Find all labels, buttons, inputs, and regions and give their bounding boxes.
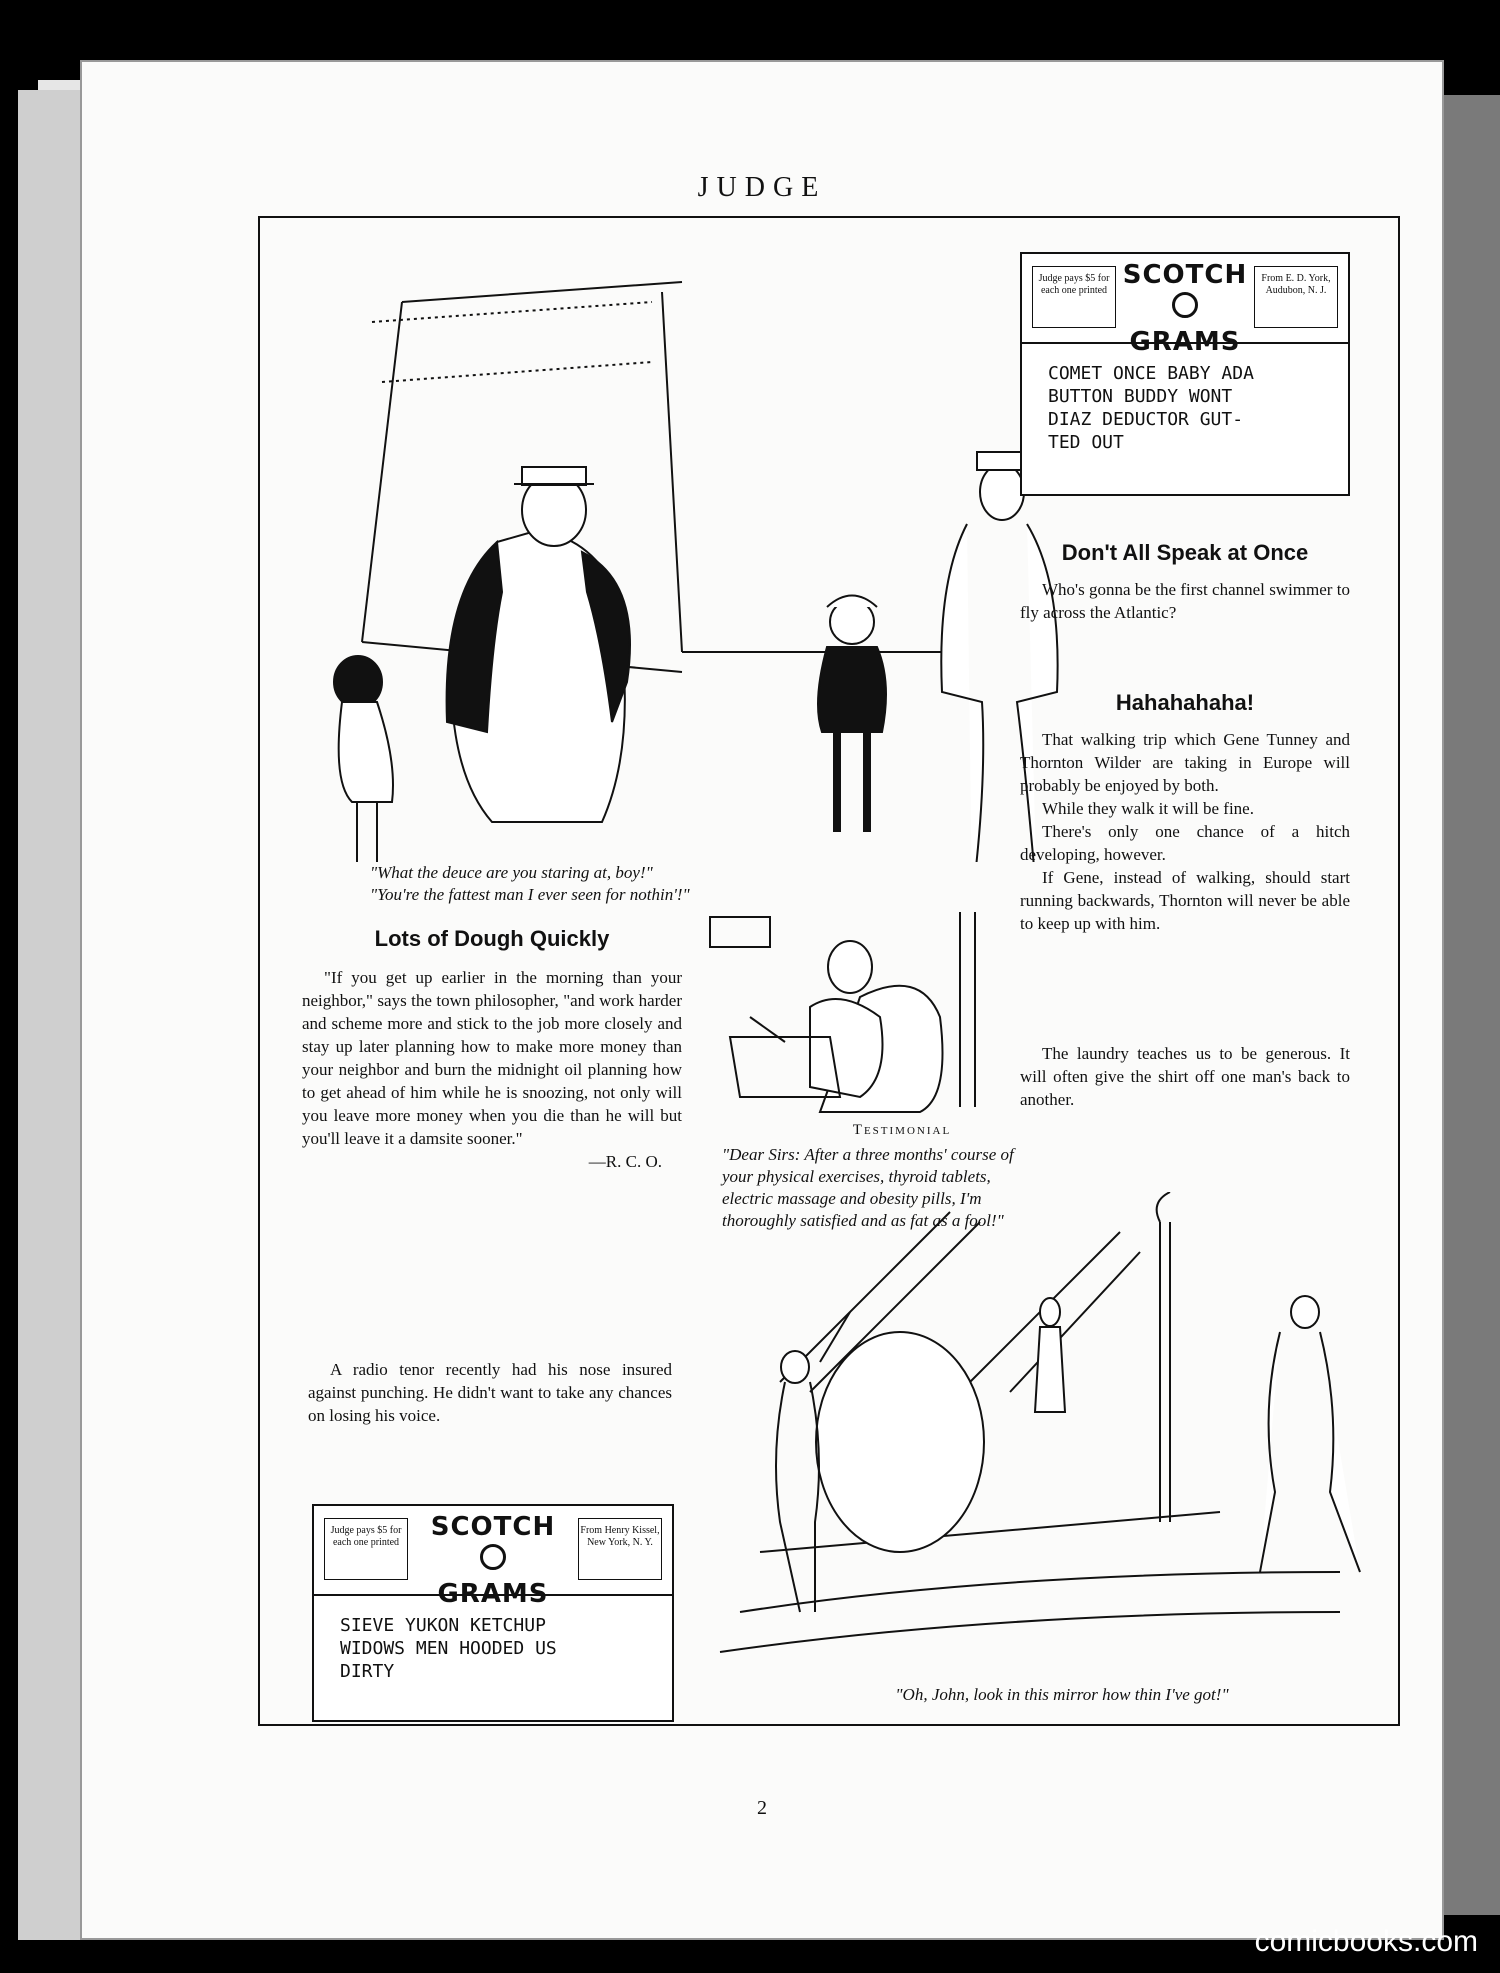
scotch-o-grams-header: [314, 1506, 672, 1609]
contributor-note: From E. D. York, Audubon, N. J.: [1254, 266, 1338, 328]
hahaha-paragraph-3: There's only one chance of a hitch developing, however.: [1020, 822, 1350, 864]
logo-o-ring: [480, 1544, 506, 1570]
mirror-cartoon-illustration: [700, 1192, 1400, 1682]
hahaha-paragraph-1: That walking trip which Gene Tunney and Thornton Wilder are taking in Europe will probably be enjoyed by both.: [1020, 730, 1350, 795]
logo-word-top: SCOTCH: [1122, 260, 1248, 290]
laundry-paragraph: The laundry teaches us to be generous. It will often give the shirt off one man's back to another.: [1020, 1044, 1350, 1109]
lots-of-dough-text: [302, 966, 682, 1173]
scotch-o-gram-message: SIEVE YUKON KETCHUP WIDOWS MEN HOODED US DIRTY: [340, 1615, 557, 1682]
scotch-o-grams-box-top: [1020, 252, 1350, 496]
dont-all-speak-heading: Don't All Speak at Once: [1061, 540, 1309, 565]
lots-of-dough-paragraph: "If you get up earlier in the morning than your neighbor," says the town philosopher, "and work harder and scheme more and stick to the job more closely and stay up later planning how to make more money than your neighbor and burn the midnight oil planning how to get ahead of him while he is snoozing, not only will you leave more money when you die than he will but you'll leave it a damsite sooner.": [302, 968, 682, 1148]
radio-tenor-text: [308, 1358, 672, 1427]
scotch-o-grams-logo: [1122, 260, 1248, 357]
cartoon1-caption-line2: "You're the fattest man I ever seen for nothin'!": [370, 885, 690, 904]
scotch-o-grams-logo: [414, 1512, 572, 1609]
book-page-stack-right: [1440, 95, 1500, 1915]
dont-all-speak-text: [1020, 578, 1350, 624]
dont-all-speak-paragraph: Who's gonna be the first channel swimmer to fly across the Atlantic?: [1020, 580, 1350, 622]
scotch-o-grams-box-bottom: [312, 1504, 674, 1722]
logo-word-bottom: GRAMS: [1129, 327, 1241, 357]
logo-word-top: SCOTCH: [430, 1512, 556, 1542]
hahaha-text: [1020, 728, 1350, 935]
scotch-o-grams-header: [1022, 254, 1348, 357]
cartoon1-caption-line1: "What the deuce are you staring at, boy!": [370, 863, 653, 882]
logo-o-ring: [1172, 292, 1198, 318]
testimonial-title: Testimonial: [852, 1122, 952, 1138]
lots-of-dough-heading: Lots of Dough Quickly: [374, 926, 610, 951]
cartoon-fat-man-illustration: [282, 262, 1102, 862]
cartoon1-caption: [370, 862, 930, 906]
hahaha-paragraph-4: If Gene, instead of walking, should start running backwards, Thornton will never be able to keep up with him.: [1020, 868, 1350, 933]
payment-note: Judge pays $5 for each one printed: [324, 1518, 408, 1580]
contributor-note: From Henry Kissel, New York, N. Y.: [578, 1518, 662, 1580]
laundry-text: [1020, 1042, 1350, 1111]
scotch-o-gram-message: COMET ONCE BABY ADA BUTTON BUDDY WONT DIAZ DEDUCTOR GUT- TED OUT: [1048, 363, 1254, 453]
lots-of-dough-signature: —R. C. O.: [588, 1152, 662, 1171]
page-number: 2: [757, 1797, 767, 1819]
logo-word-bottom: GRAMS: [437, 1579, 549, 1609]
watermark-text: comicbooks.com: [1254, 1925, 1478, 1958]
mirror-cartoon-caption: "Oh, John, look in this mirror how thin I've got!": [895, 1685, 1229, 1704]
testimonial-text: "Dear Sirs: After a three months' course of your physical exercises, thyroid tablets, electric massage and obesity pills, I'm thoroughly satisfied and as fat as a fool!": [722, 1145, 1014, 1230]
payment-note: Judge pays $5 for each one printed: [1032, 266, 1116, 328]
running-head: JUDGE: [697, 172, 827, 203]
magazine-page: [82, 62, 1442, 1938]
radio-tenor-paragraph: A radio tenor recently had his nose insured against punching. He didn't want to take any chances on losing his voice.: [308, 1360, 672, 1425]
hahaha-heading: Hahahahaha!: [1115, 690, 1255, 715]
testimonial-illustration: [690, 907, 990, 1117]
hahaha-paragraph-2: While they walk it will be fine.: [1042, 799, 1254, 818]
